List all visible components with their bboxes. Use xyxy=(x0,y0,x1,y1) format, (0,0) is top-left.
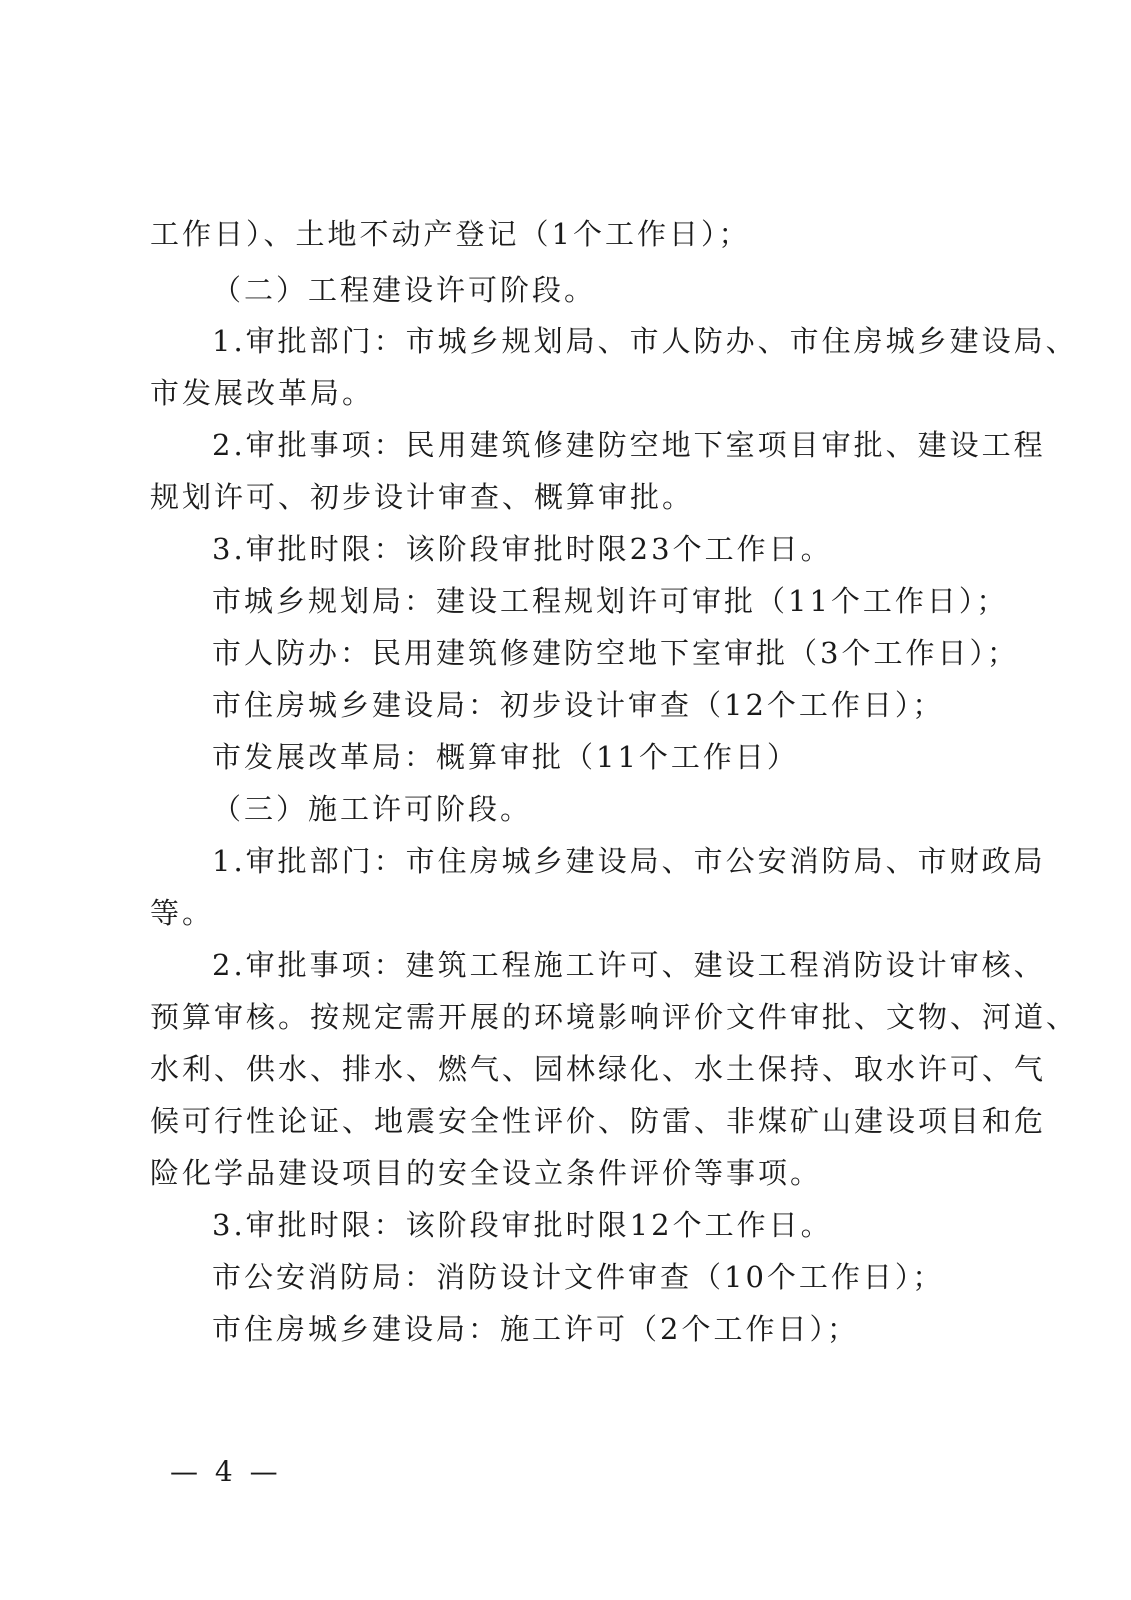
text-line: 规划许可、初步设计审查、概算审批。 xyxy=(150,480,695,514)
section-heading-2: （二）工程建设许可阶段。 xyxy=(212,273,597,307)
text-line: 市城乡规划局：建设工程规划许可审批（11个工作日）； xyxy=(212,584,1009,618)
text-line: 市发展改革局。 xyxy=(150,376,375,410)
text-line: 2.审批事项：民用建筑修建防空地下室项目审批、建设工程 xyxy=(212,428,1046,462)
text-line: 市发展改革局：概算审批（11个工作日） xyxy=(212,740,799,774)
text-line: 3.审批时限：该阶段审批时限23个工作日。 xyxy=(212,532,833,566)
text-line: 3.审批时限：该阶段审批时限12个工作日。 xyxy=(212,1208,833,1242)
text-line: 市住房城乡建设局：初步设计审查（12个工作日）； xyxy=(212,688,945,722)
text-line: 险化学品建设项目的安全设立条件评价等事项。 xyxy=(150,1156,823,1190)
text-line: 市人防办：民用建筑修建防空地下室审批（3个工作日）； xyxy=(212,636,1019,670)
text-line: 2.审批事项：建筑工程施工许可、建设工程消防设计审核、 xyxy=(212,948,1046,982)
text-line: 市公安消防局：消防设计文件审查（10个工作日）； xyxy=(212,1260,945,1294)
section-heading-3: （三）施工许可阶段。 xyxy=(212,792,533,826)
text-line: 1.审批部门：市城乡规划局、市人防办、市住房城乡建设局、 xyxy=(212,324,1078,358)
text-line: 预算审核。按规定需开展的环境影响评价文件审批、文物、河道、 xyxy=(150,1000,1079,1034)
text-line: 候可行性论证、地震安全性评价、防雷、非煤矿山建设项目和危 xyxy=(150,1104,1047,1138)
text-line: 市住房城乡建设局：施工许可（2个工作日）； xyxy=(212,1312,859,1346)
text-line: 水利、供水、排水、燃气、园林绿化、水土保持、取水许可、气 xyxy=(150,1052,1047,1086)
text-line: 1.审批部门：市住房城乡建设局、市公安消防局、市财政局 xyxy=(212,844,1046,878)
page-number: — 4 — xyxy=(170,1455,282,1488)
text-line: 等。 xyxy=(150,896,215,930)
text-line: 工作日）、土地不动产登记（1个工作日）； xyxy=(150,217,751,251)
